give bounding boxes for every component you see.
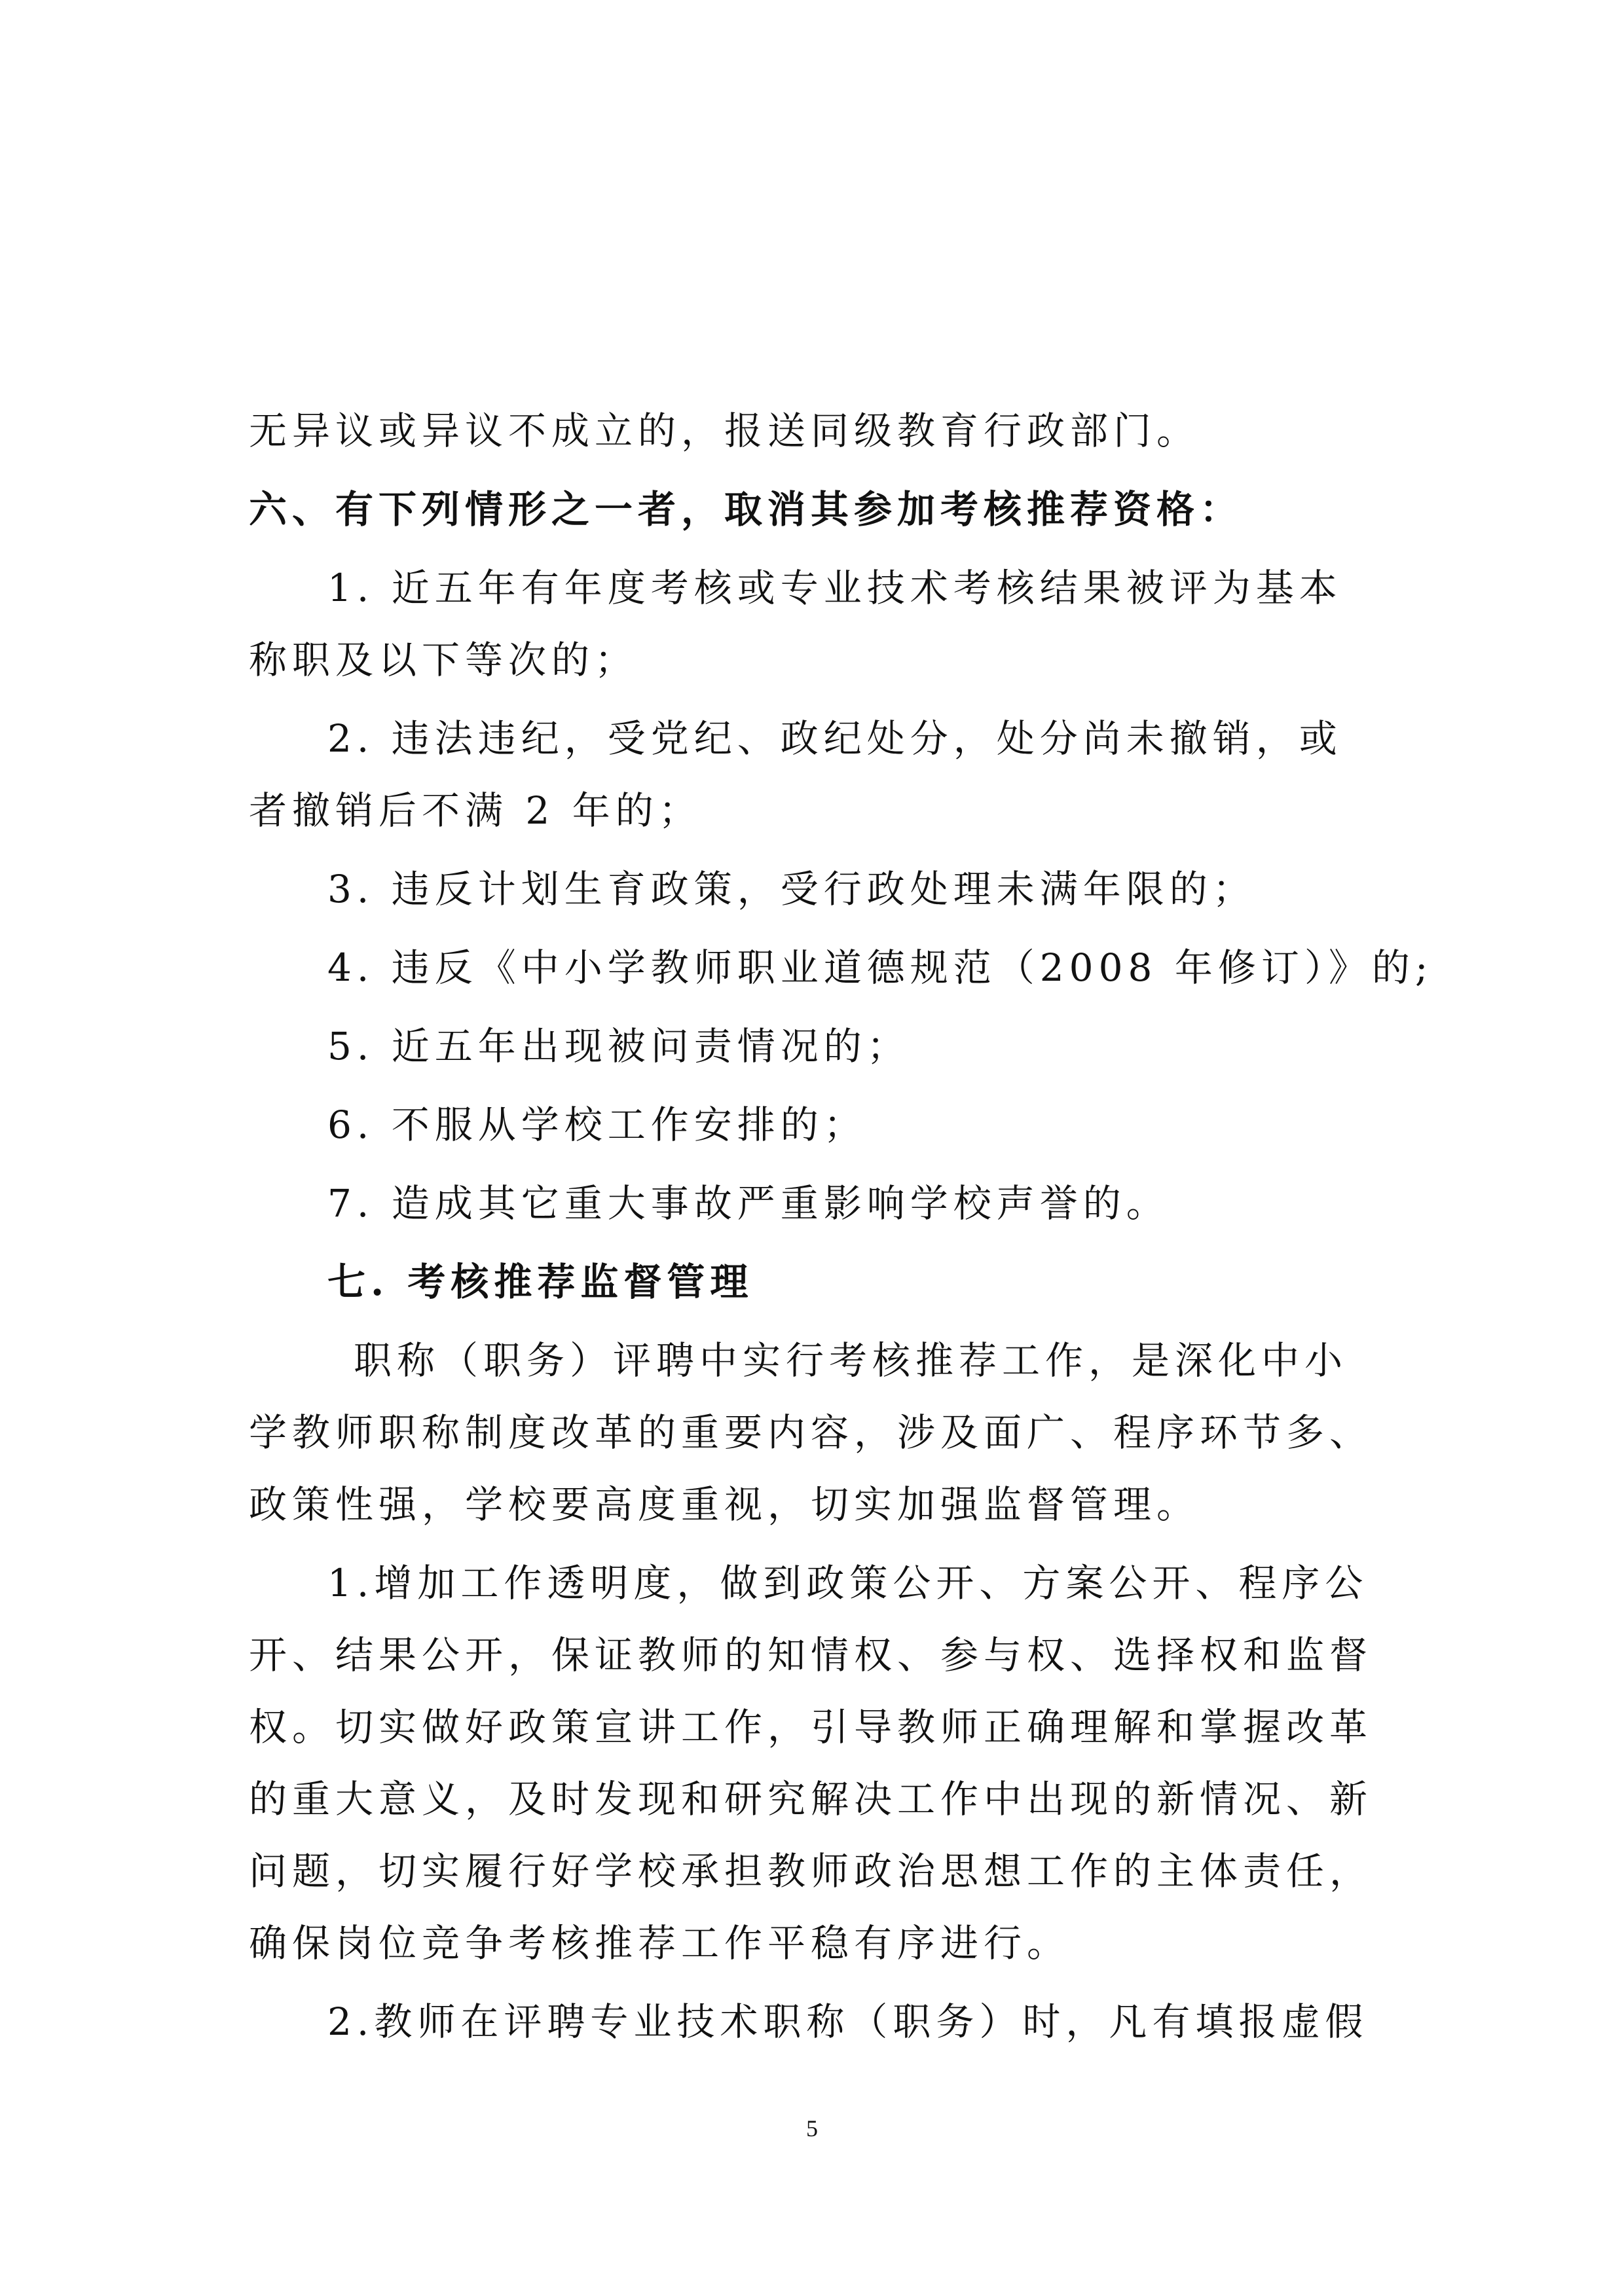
- paragraph-line: 确保岗位竞争考核推荐工作平稳有序进行。: [249, 1921, 1071, 1965]
- section-heading-6: 六、有下列情形之一者，取消其参加考核推荐资格：: [249, 487, 1244, 532]
- list-item-4: 4. 违反《中小学教师职业道德规范（2008 年修订）》的;: [327, 945, 1433, 990]
- paragraph-line: 开、结果公开，保证教师的知情权、参与权、选择权和监督: [249, 1633, 1373, 1677]
- paragraph-line: 权。切实做好政策宣讲工作，引导教师正确理解和掌握改革: [249, 1705, 1373, 1749]
- paragraph-line: 职称（职务）评聘中实行考核推荐工作，是深化中小: [354, 1338, 1348, 1383]
- list-item-3: 3. 违反计划生育政策，受行政处理未满年限的；: [327, 867, 1256, 911]
- list-item-1: 1. 近五年有年度考核或专业技术考核结果被评为基本: [327, 566, 1342, 610]
- paragraph-line: 学教师职称制度改革的重要内容，涉及面广、程序环节多、: [249, 1410, 1373, 1455]
- text-line: 无异议或异议不成立的，报送同级教育行政部门。: [249, 409, 1200, 453]
- paragraph-line: 政策性强，学校要高度重视，切实加强监督管理。: [249, 1482, 1200, 1527]
- list-item-5: 5. 近五年出现被问责情况的；: [327, 1024, 910, 1068]
- paragraph-line: 的重大意义，及时发现和研究解决工作中出现的新情况、新: [249, 1777, 1373, 1821]
- page-number: 5: [806, 2115, 818, 2141]
- list-item-1-continued: 称职及以下等次的；: [249, 638, 638, 682]
- paragraph-line: 2.教师在评聘专业技术职称（职务）时，凡有填报虚假: [327, 1999, 1369, 2044]
- paragraph-line: 1.增加工作透明度，做到政策公开、方案公开、程序公: [327, 1561, 1369, 1605]
- section-heading-7: 七. 考核推荐监督管理: [327, 1260, 754, 1304]
- list-item-2-continued: 者撤销后不满 2 年的；: [249, 788, 702, 833]
- paragraph-line: 问题，切实履行好学校承担教师政治思想工作的主体责任，: [249, 1849, 1373, 1893]
- list-item-6: 6. 不服从学校工作安排的；: [327, 1102, 867, 1147]
- list-item-2: 2. 违法违纪，受党纪、政纪处分，处分尚未撤销，或: [327, 716, 1342, 761]
- list-item-7: 7. 造成其它重大事故严重影响学校声誉的。: [327, 1181, 1170, 1226]
